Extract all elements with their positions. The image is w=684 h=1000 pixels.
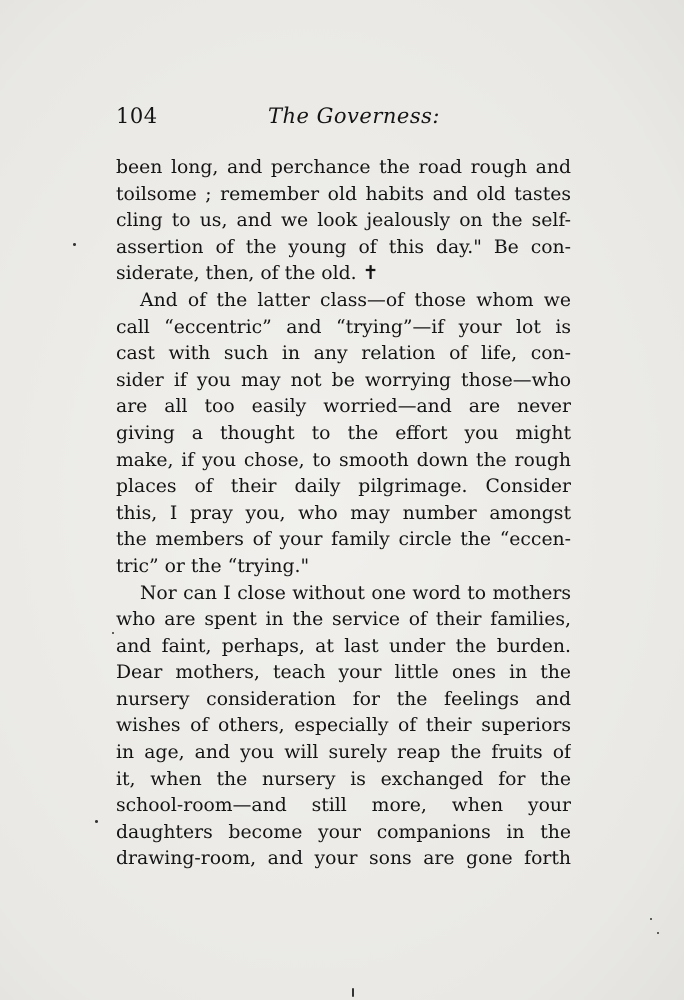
- text-line: sider if you may not be worrying those—who: [116, 369, 571, 391]
- text-line: and faint, perhaps, at last under the burden.: [116, 635, 571, 657]
- page-number: 104: [116, 104, 158, 128]
- text-line: assertion of the young of this day." Be con-: [116, 236, 571, 258]
- running-title: The Governess:: [268, 104, 440, 128]
- text-line: places of their daily pilgrimage. Consider: [116, 476, 571, 498]
- body-text: [116, 155, 571, 873]
- text-line: giving a thought to the effort you might: [116, 422, 571, 444]
- text-line: siderate, then, of the old. ✝: [116, 263, 379, 285]
- scan-speck: [112, 632, 114, 634]
- scan-speck: [650, 918, 652, 920]
- text-line: who are spent in the service of their families,: [116, 609, 571, 631]
- scan-speck: [95, 820, 98, 823]
- text-line: tric” or the “trying.": [116, 555, 310, 577]
- paragraph-start-line: And of the latter class—of those whom we: [140, 289, 571, 311]
- text-line: are all too easily worried—and are never: [116, 396, 571, 418]
- text-line: the members of your family circle the “eccen-: [116, 529, 571, 551]
- text-line: it, when the nursery is exchanged for the: [116, 768, 571, 790]
- scan-speck: [657, 932, 659, 934]
- text-line: cast with such in any relation of life, con-: [116, 343, 571, 365]
- scan-speck: [73, 243, 76, 246]
- text-line: wishes of others, especially of their superiors: [116, 715, 571, 737]
- page-header: [116, 104, 571, 136]
- text-line: this, I pray you, who may number amongst: [116, 502, 571, 524]
- text-line: call “eccentric” and “trying”—if your lot is: [116, 316, 571, 338]
- text-line: nursery consideration for the feelings and: [116, 688, 571, 710]
- text-line: make, if you chose, to smooth down the rough: [116, 449, 571, 471]
- text-line: cling to us, and we look jealously on the self-: [116, 210, 571, 232]
- text-line: toilsome ; remember old habits and old tastes: [116, 183, 571, 205]
- scan-speck: [352, 988, 354, 997]
- text-line: drawing-room, and your sons are gone forth: [116, 848, 571, 870]
- text-line: daughters become your companions in the: [116, 821, 571, 843]
- text-line: been long, and perchance the road rough and: [116, 157, 571, 178]
- text-line: Dear mothers, teach your little ones in the: [116, 662, 571, 684]
- text-line: in age, and you will surely reap the fruits of: [116, 742, 571, 764]
- paragraph-start-line: Nor can I close without one word to mothers: [140, 582, 571, 604]
- text-line: school-room—and still more, when your: [116, 795, 571, 817]
